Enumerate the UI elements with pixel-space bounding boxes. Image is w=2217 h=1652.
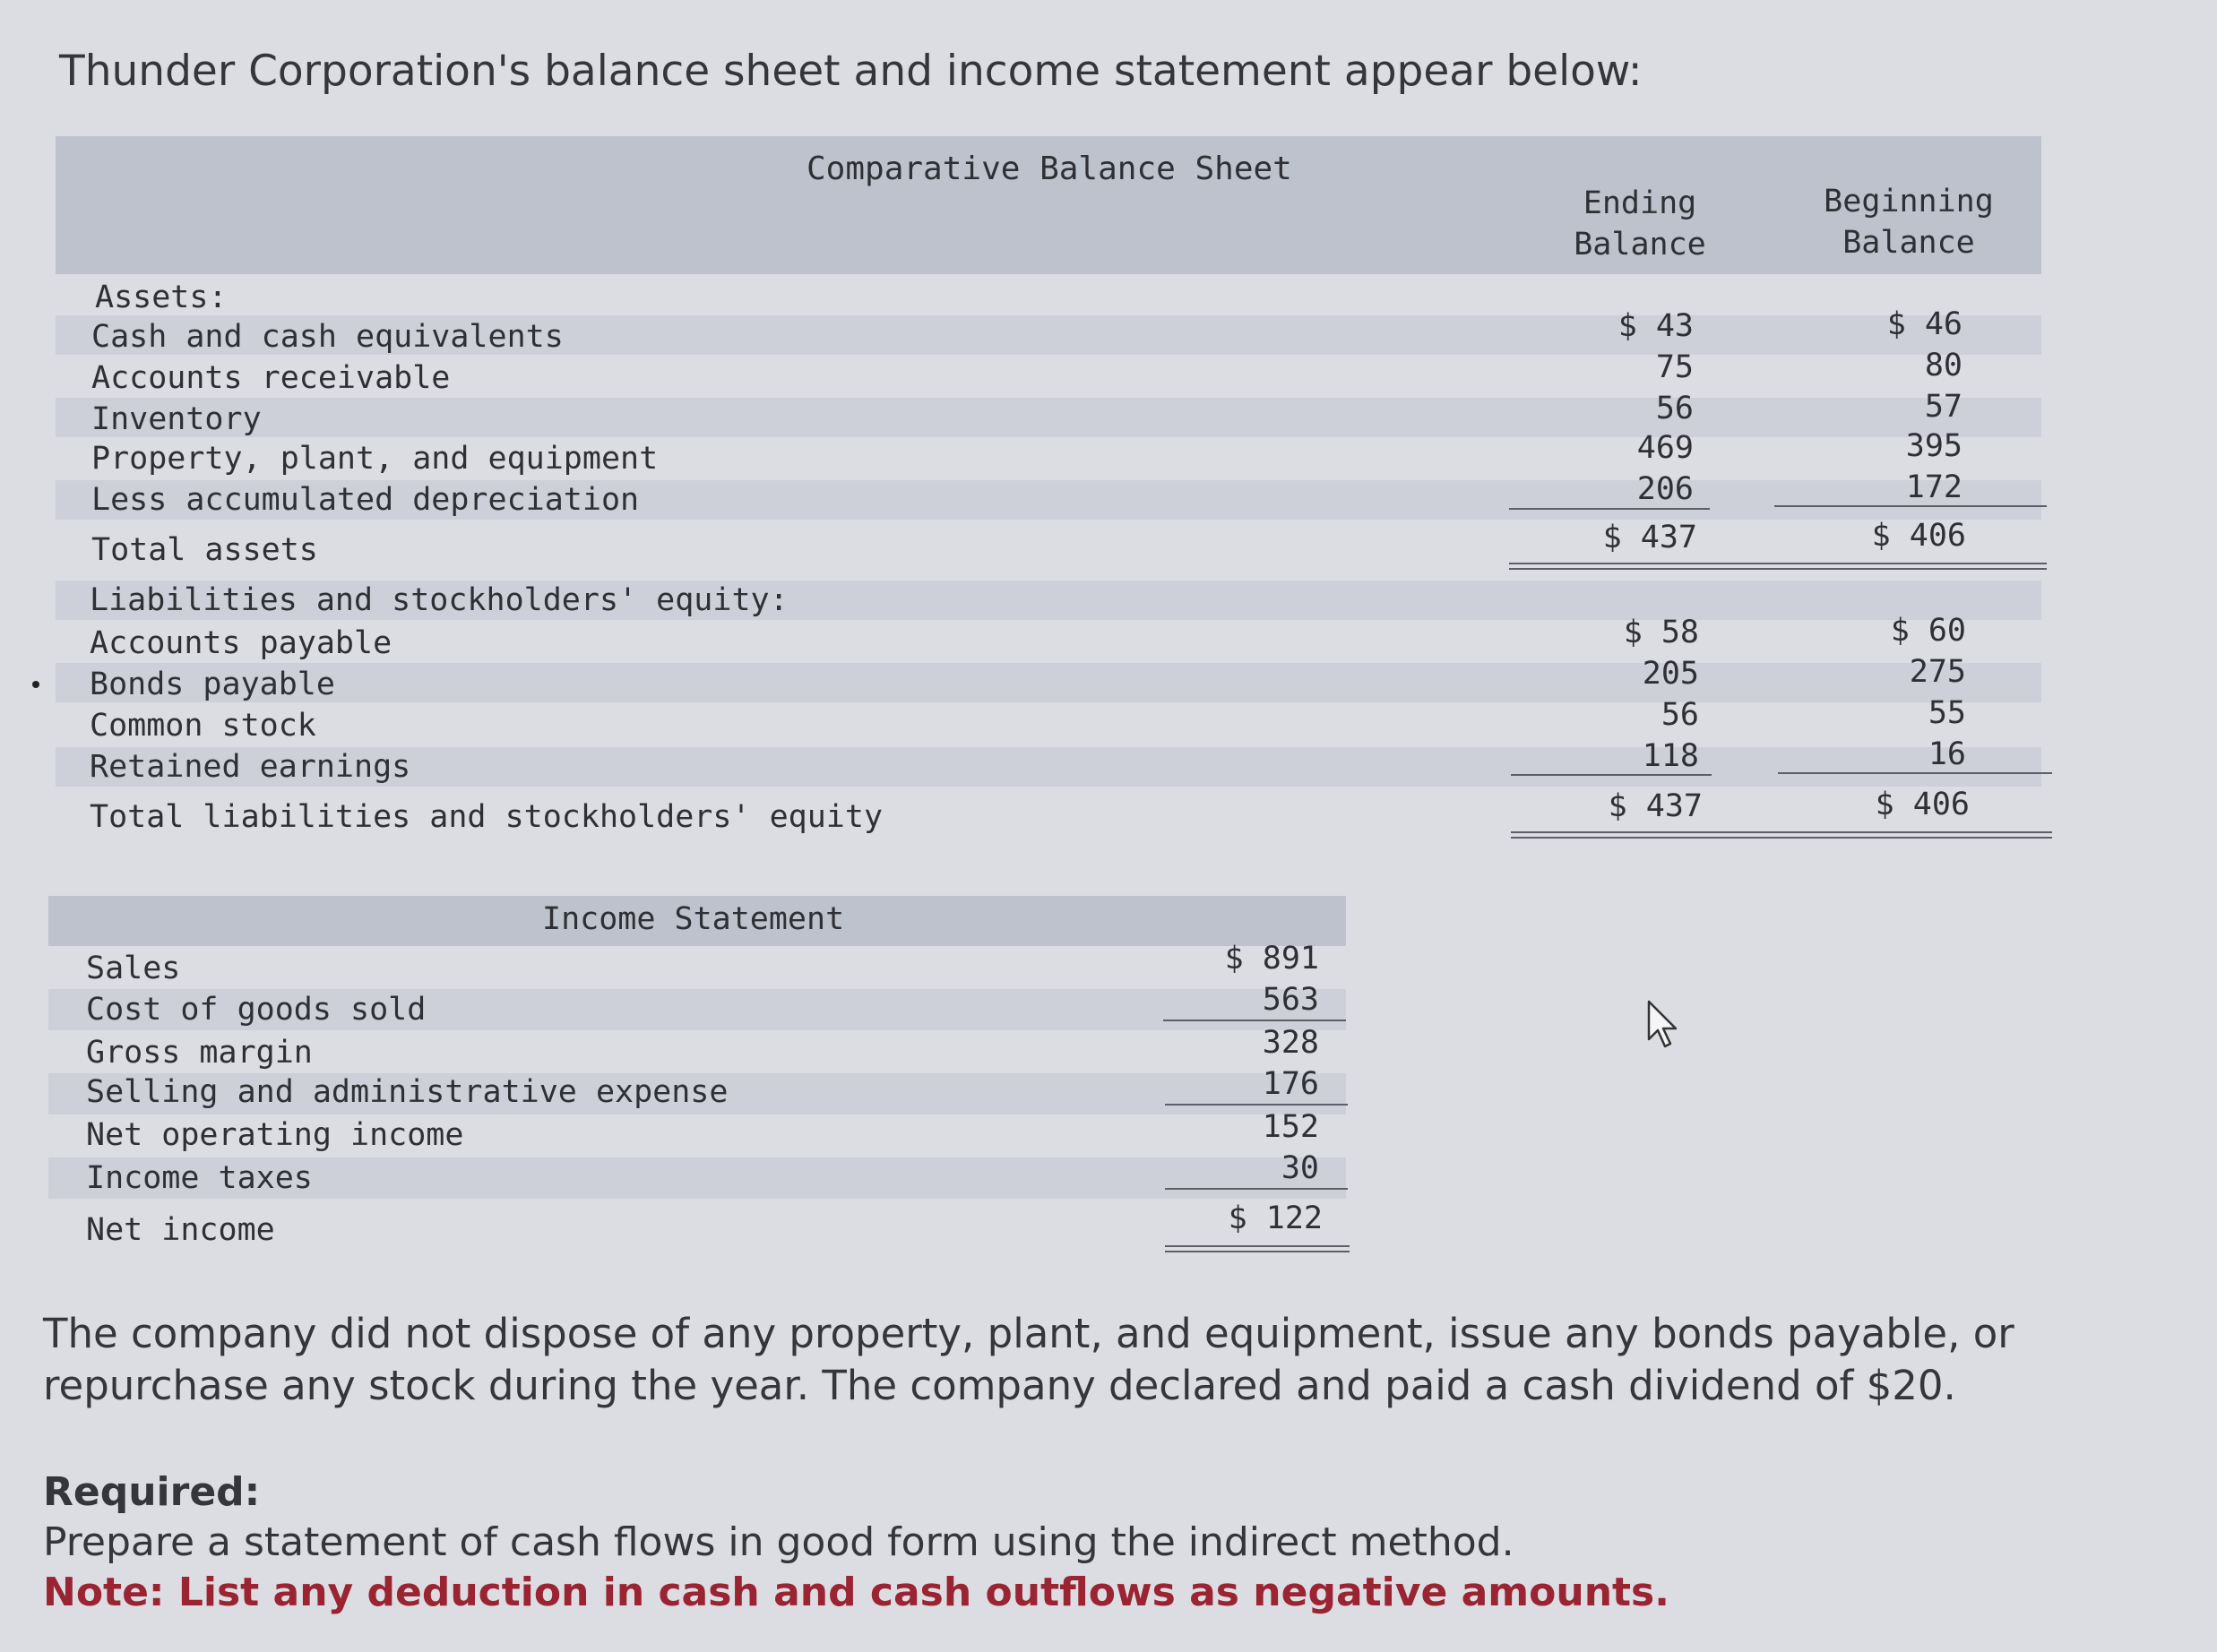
double-rule-bottom [1511, 837, 2052, 839]
subtotal-rule [1163, 1020, 1346, 1021]
double-rule-bottom [1165, 1251, 1350, 1252]
subtotal-rule [1509, 508, 1710, 510]
label-cogs: Cost of goods sold [86, 992, 427, 1028]
label-total-liabilities-equity: Total liabilities and stockholders' equity [90, 799, 884, 835]
value-inventory-ending: 56 [1655, 391, 1694, 426]
value-income-taxes: 30 [1281, 1150, 1319, 1186]
label-accounts-receivable: Accounts receivable [91, 360, 451, 396]
ending-header-line2: Balance [1574, 227, 1706, 262]
value-inventory-beginning: 57 [1924, 389, 1963, 425]
double-rule-top [1511, 831, 2052, 833]
value-cash-beginning: $ 46 [1886, 306, 1963, 342]
intro-text: Thunder Corporation's balance sheet and income statement appear below: [59, 47, 1643, 96]
balance-sheet-title: Comparative Balance Sheet [807, 151, 1292, 187]
value-net-operating-income: 152 [1262, 1109, 1319, 1145]
value-depreciation-ending: 206 [1636, 471, 1694, 507]
double-rule-top [1165, 1245, 1350, 1247]
liabilities-heading: Liabilities and stockholders' equity: [90, 582, 789, 618]
label-gross-margin: Gross margin [86, 1035, 313, 1071]
double-rule-bottom [1509, 568, 2047, 570]
label-ppe: Property, plant, and equipment [91, 441, 659, 477]
label-net-operating-income: Net operating income [86, 1117, 464, 1153]
label-accumulated-depreciation: Less accumulated depreciation [91, 482, 640, 518]
ending-header-line1: Ending [1583, 185, 1697, 221]
value-selling-admin: 176 [1262, 1066, 1319, 1102]
income-statement-title: Income Statement [542, 901, 845, 937]
note-text: Note: List any deduction in cash and cash outflows as negative amounts. [43, 1570, 1669, 1615]
row-band [56, 398, 2041, 437]
value-gross-margin: 328 [1262, 1025, 1319, 1061]
row-band [56, 663, 2041, 702]
value-bonds-ending: 205 [1642, 656, 1699, 692]
value-retained-earnings-ending: 118 [1642, 738, 1699, 774]
value-cash-ending: $ 43 [1617, 308, 1694, 344]
ending-balance-header [1559, 183, 1721, 265]
assets-heading: Assets: [95, 280, 228, 315]
value-ar-beginning: 80 [1924, 348, 1963, 383]
bullet-dot [32, 681, 39, 688]
label-net-income: Net income [86, 1212, 275, 1248]
value-depreciation-beginning: 172 [1905, 469, 1963, 505]
label-selling-admin: Selling and administrative expense [86, 1074, 729, 1110]
subtotal-rule [1511, 774, 1712, 776]
label-sales: Sales [86, 951, 181, 986]
value-ar-ending: 75 [1655, 349, 1694, 385]
value-ap-beginning: $ 60 [1890, 613, 1966, 649]
context-paragraph: The company did not dispose of any property, plant, and equipment, issue any bonds payable, or repurchase any stock during the year. The company declared and paid a cash dividend of $20. [43, 1310, 2014, 1409]
subtotal-rule [1774, 505, 2047, 507]
label-retained-earnings: Retained earnings [90, 749, 411, 785]
label-total-assets: Total assets [91, 532, 318, 568]
required-text: Prepare a statement of cash flows in good form using the indirect method. [43, 1519, 1514, 1565]
value-retained-earnings-beginning: 16 [1928, 736, 1966, 772]
label-common-stock: Common stock [90, 708, 316, 744]
subtotal-rule [1165, 1104, 1348, 1106]
label-income-taxes: Income taxes [86, 1160, 313, 1196]
mouse-cursor-icon [1645, 1000, 1681, 1050]
value-total-assets-ending: $ 437 [1602, 520, 1697, 555]
beginning-header-line2: Balance [1842, 225, 1975, 261]
value-ppe-ending: 469 [1636, 430, 1694, 466]
required-heading: Required: [43, 1469, 261, 1515]
double-rule-top [1509, 563, 2047, 564]
value-sales: $ 891 [1224, 941, 1319, 977]
subtotal-rule [1778, 772, 2052, 774]
beginning-header-line1: Beginning [1824, 184, 1994, 219]
label-inventory: Inventory [91, 401, 262, 437]
label-accounts-payable: Accounts payable [90, 625, 393, 661]
value-cogs: 563 [1262, 982, 1319, 1018]
value-ap-ending: $ 58 [1623, 615, 1699, 650]
value-bonds-beginning: 275 [1909, 654, 1966, 690]
value-ppe-beginning: 395 [1905, 428, 1963, 464]
label-bonds-payable: Bonds payable [90, 667, 335, 702]
value-total-assets-beginning: $ 406 [1871, 518, 1966, 554]
value-net-income: $ 122 [1228, 1200, 1323, 1236]
value-common-stock-beginning: 55 [1928, 695, 1966, 731]
value-total-liabilities-ending: $ 437 [1608, 788, 1703, 824]
value-total-liabilities-beginning: $ 406 [1875, 787, 1970, 822]
label-cash: Cash and cash equivalents [91, 319, 564, 355]
value-common-stock-ending: 56 [1661, 697, 1699, 733]
subtotal-rule [1165, 1188, 1348, 1190]
beginning-balance-header [1810, 181, 2007, 263]
